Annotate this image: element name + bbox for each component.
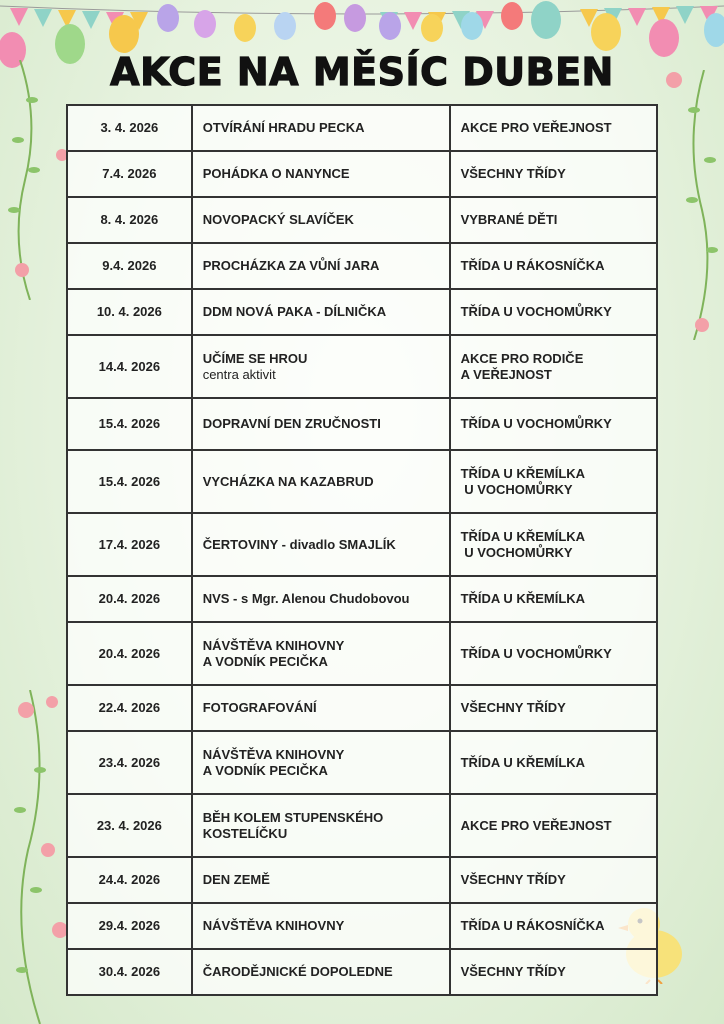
event-audience-line: TŘÍDA U KŘEMÍLKA	[460, 754, 586, 770]
table-row	[67, 105, 657, 151]
event-audience-line: AKCE PRO VEŘEJNOST	[460, 120, 612, 135]
event-audience-line: TŘÍDA U RÁKOSNÍČKA	[460, 918, 605, 933]
event-audience	[450, 105, 657, 151]
event-audience-line: VYBRANÉ DĚTI	[460, 212, 558, 227]
event-name-line: PROCHÁZKA ZA VŮNÍ JARA	[202, 258, 380, 273]
event-name-line: VYCHÁZKA NA KAZABRUD	[202, 473, 374, 489]
event-date: 20.4. 2026	[67, 622, 192, 685]
event-audience	[450, 398, 657, 450]
table-row	[67, 398, 657, 450]
event-audience-line: TŘÍDA U KŘEMÍLKA	[460, 465, 586, 481]
event-name	[192, 335, 450, 398]
event-audience-line: TŘÍDA U KŘEMÍLKA	[460, 591, 586, 606]
table-row	[67, 576, 657, 622]
event-name-line: NVS - s Mgr. Alenou Chudobovou	[202, 591, 410, 606]
table-row	[67, 622, 657, 685]
event-name	[192, 450, 450, 513]
event-date: 7.4. 2026	[67, 151, 192, 197]
event-audience-line: U VOCHOMŮRKY	[460, 481, 573, 497]
event-name-line: A VODNÍK PECIČKA	[202, 762, 328, 778]
event-date: 30.4. 2026	[67, 949, 192, 995]
event-name	[192, 622, 450, 685]
table-row	[67, 243, 657, 289]
event-date: 17.4. 2026	[67, 513, 192, 576]
table-row	[67, 857, 657, 903]
event-date: 29.4. 2026	[67, 903, 192, 949]
event-audience-line: TŘÍDA U VOCHOMŮRKY	[460, 645, 612, 661]
event-name-line: UČÍME SE HROU	[202, 350, 308, 366]
event-audience-line: TŘÍDA U RÁKOSNÍČKA	[460, 258, 605, 273]
event-audience-line: VŠECHNY TŘÍDY	[460, 166, 566, 181]
table-row	[67, 794, 657, 857]
event-audience-line: TŘÍDA U KŘEMÍLKA	[460, 528, 586, 544]
event-name	[192, 513, 450, 576]
table-row	[67, 513, 657, 576]
event-name-line: ČARODĚJNICKÉ DOPOLEDNE	[202, 964, 393, 979]
table-row	[67, 903, 657, 949]
event-name-line: KOSTELÍČKU	[202, 825, 288, 841]
event-audience	[450, 685, 657, 731]
event-name-line: NÁVŠTĚVA KNIHOVNY	[202, 637, 345, 653]
event-name	[192, 289, 450, 335]
table-row	[67, 685, 657, 731]
event-date: 23. 4. 2026	[67, 794, 192, 857]
event-audience	[450, 243, 657, 289]
event-name-line: DEN ZEMĚ	[202, 872, 270, 887]
table-row	[67, 151, 657, 197]
event-audience	[450, 949, 657, 995]
event-name	[192, 794, 450, 857]
event-audience	[450, 450, 657, 513]
event-date: 15.4. 2026	[67, 398, 192, 450]
event-subtitle: centra aktivit	[202, 366, 276, 382]
table-row	[67, 450, 657, 513]
event-name-line: FOTOGRAFOVÁNÍ	[202, 700, 317, 715]
event-audience	[450, 197, 657, 243]
event-name-line: NOVOPACKÝ SLAVÍČEK	[202, 212, 354, 227]
event-audience	[450, 335, 657, 398]
event-name	[192, 151, 450, 197]
event-name	[192, 857, 450, 903]
event-date: 9.4. 2026	[67, 243, 192, 289]
event-name-line: OTVÍRÁNÍ HRADU PECKA	[202, 120, 365, 135]
event-date: 3. 4. 2026	[67, 105, 192, 151]
event-audience	[450, 794, 657, 857]
event-name	[192, 243, 450, 289]
event-audience	[450, 731, 657, 794]
event-audience-line: VŠECHNY TŘÍDY	[460, 700, 566, 715]
event-name-line: NÁVŠTĚVA KNIHOVNY	[202, 746, 345, 762]
event-audience-line: VŠECHNY TŘÍDY	[460, 872, 566, 887]
event-name-line: NÁVŠTĚVA KNIHOVNY	[202, 918, 345, 933]
event-name-line: ČERTOVINY - divadlo SMAJLÍK	[202, 536, 396, 552]
event-date: 15.4. 2026	[67, 450, 192, 513]
event-name	[192, 105, 450, 151]
event-audience	[450, 151, 657, 197]
page-title: AKCE NA MĚSÍC DUBEN	[110, 50, 614, 94]
event-audience-line: U VOCHOMŮRKY	[460, 544, 573, 560]
events-table	[66, 104, 658, 996]
table-row	[67, 289, 657, 335]
event-name-line: POHÁDKA O NANYNCE	[202, 166, 350, 181]
event-name	[192, 685, 450, 731]
event-name	[192, 903, 450, 949]
event-audience-line: VŠECHNY TŘÍDY	[460, 964, 566, 979]
event-audience	[450, 513, 657, 576]
event-date: 22.4. 2026	[67, 685, 192, 731]
event-audience	[450, 903, 657, 949]
flower-vine-icon	[0, 60, 70, 300]
event-audience	[450, 289, 657, 335]
event-date: 10. 4. 2026	[67, 289, 192, 335]
table-row	[67, 197, 657, 243]
event-audience	[450, 857, 657, 903]
event-date: 23.4. 2026	[67, 731, 192, 794]
event-name-line: A VODNÍK PECIČKA	[202, 653, 328, 669]
event-name-line: DDM NOVÁ PAKA - DÍLNIČKA	[202, 304, 387, 319]
event-date: 8. 4. 2026	[67, 197, 192, 243]
event-name	[192, 949, 450, 995]
event-audience	[450, 622, 657, 685]
event-audience-line: AKCE PRO RODIČE	[460, 350, 584, 366]
event-audience-line: AKCE PRO VEŘEJNOST	[460, 817, 612, 833]
event-audience	[450, 576, 657, 622]
event-name	[192, 731, 450, 794]
event-audience-line: A VEŘEJNOST	[460, 366, 552, 382]
event-audience-line: TŘÍDA U VOCHOMŮRKY	[460, 304, 612, 319]
event-date: 14.4. 2026	[67, 335, 192, 398]
event-name	[192, 576, 450, 622]
event-name	[192, 398, 450, 450]
table-row	[67, 949, 657, 995]
event-name	[192, 197, 450, 243]
event-audience-line: TŘÍDA U VOCHOMŮRKY	[460, 416, 612, 431]
event-date: 24.4. 2026	[67, 857, 192, 903]
event-name-line: DOPRAVNÍ DEN ZRUČNOSTI	[202, 416, 381, 431]
event-date: 20.4. 2026	[67, 576, 192, 622]
event-name-line: BĚH KOLEM STUPENSKÉHO	[202, 809, 384, 825]
flower-vine-icon	[654, 70, 724, 340]
table-row	[67, 731, 657, 794]
table-row	[67, 335, 657, 398]
